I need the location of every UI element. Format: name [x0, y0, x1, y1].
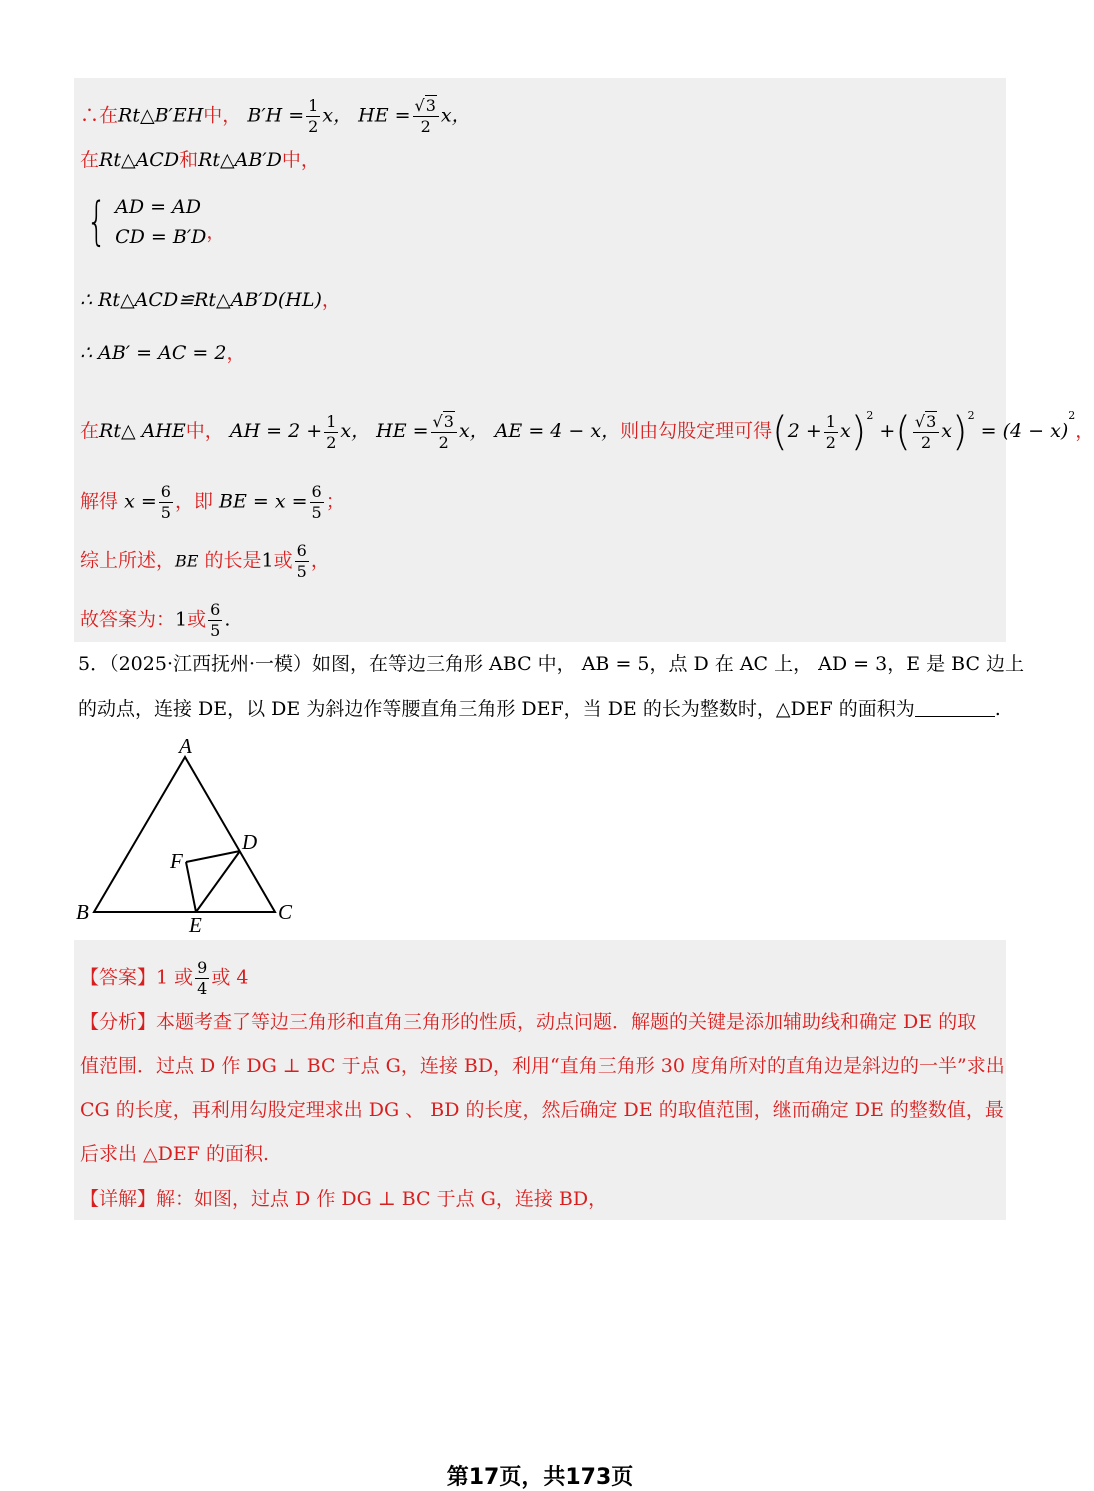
- question-line-2: [78, 697, 1001, 721]
- denominator: 5: [296, 562, 307, 581]
- numerator: 1: [825, 411, 836, 431]
- answer-tag: 【答案】: [80, 966, 157, 989]
- system-brace: [80, 192, 225, 252]
- brace-icon: {: [86, 192, 107, 252]
- analysis-line-2: 值范围．过点 D 作 DG ⊥ BC 于点 G，连接 BD，利用“直角三角形 30 度角所对的直角边是斜边的一半”求出: [80, 1055, 1005, 1077]
- exponent: 2: [1068, 409, 1076, 422]
- solution-line-4: [80, 288, 341, 312]
- text: ∴在: [80, 104, 119, 127]
- math: 1: [175, 608, 188, 631]
- system-rows: [115, 192, 206, 252]
- answer-block: [74, 940, 1006, 1220]
- label-b: B: [76, 900, 89, 924]
- segment-fe: [186, 862, 196, 912]
- paren: ): [850, 409, 867, 455]
- fraction: [159, 482, 173, 523]
- system-row: CD = B′D: [115, 226, 207, 248]
- math: 2 +: [787, 420, 822, 442]
- text: 的动点，连接 DE，以 DE 为斜边作等腰直角三角形 DEF，当 DE 的长为整数时，△DEF 的面积为: [78, 698, 915, 720]
- solution-block: [74, 78, 1094, 642]
- text: ；: [325, 490, 345, 513]
- numerator: 6: [210, 600, 221, 619]
- solution-line-8: [80, 541, 330, 582]
- text: ，: [206, 221, 226, 243]
- text: 本题考查了等边三角形和直角三角形的性质，动点问题．解题的关键是添加辅助线和确定 DE 的取: [156, 1011, 977, 1033]
- text: 中，: [281, 149, 320, 171]
- solution-line-6: [80, 404, 1094, 453]
- fraction: [310, 482, 324, 523]
- solution-line-5: [80, 341, 246, 365]
- text: 解：如图，过点 D 作 DG ⊥ BC 于点 G，连接 BD，: [156, 1188, 608, 1210]
- fraction: [824, 412, 838, 453]
- text: 综上所述，: [80, 549, 176, 572]
- math: x =: [124, 490, 157, 513]
- label-f: F: [170, 849, 183, 873]
- numerator: √3: [413, 96, 439, 117]
- solution-line-1: [80, 96, 471, 137]
- label-e: E: [189, 913, 202, 937]
- fraction: [195, 958, 209, 999]
- math: x，: [322, 104, 353, 127]
- question-line-1: 5．（2025·江西抚州·一模）如图，在等边三角形 ABC 中， AB = 5，点 D 在 AC 上， AD = 3，E 是 BC 边上: [78, 653, 1025, 675]
- numerator: 6: [311, 482, 322, 501]
- system-row: AD = AD: [115, 196, 202, 218]
- text: ，: [310, 549, 330, 572]
- math: Rt△AB′D: [198, 149, 282, 171]
- math: Rt△B′EH: [118, 104, 204, 127]
- fraction: [295, 541, 309, 582]
- math: +: [879, 420, 896, 442]
- math: x: [839, 420, 851, 442]
- denominator: 2: [420, 117, 431, 136]
- math: = (4 − x): [980, 420, 1069, 442]
- numerator: 1: [326, 411, 337, 431]
- fraction: [913, 412, 939, 453]
- analysis-line-1: [80, 1010, 976, 1034]
- text: 的长是: [204, 549, 262, 572]
- denominator: 5: [160, 503, 171, 522]
- page-footer: 第17页，共173页: [446, 1465, 634, 1490]
- equation-system: [80, 192, 225, 252]
- denominator: 2: [438, 432, 449, 452]
- denominator: 2: [920, 432, 932, 452]
- denominator: 5: [311, 503, 322, 522]
- text: 在: [80, 420, 100, 442]
- label-c: C: [278, 900, 293, 924]
- math: x，: [340, 420, 371, 442]
- text: 和: [179, 149, 199, 171]
- math: B′H =: [247, 104, 305, 127]
- segment-df: [186, 851, 240, 862]
- answer-line: [80, 958, 248, 999]
- paren: ): [952, 409, 968, 455]
- fraction: [431, 412, 457, 453]
- numerator: 6: [160, 482, 171, 501]
- math: x，: [458, 420, 489, 442]
- math: BE: [175, 551, 199, 571]
- paren: (: [772, 409, 788, 455]
- numerator: 6: [296, 541, 307, 560]
- math: HE =: [376, 420, 429, 442]
- text: .: [994, 698, 1001, 720]
- text: ，: [1075, 420, 1094, 442]
- solution-line-2: [80, 148, 320, 172]
- math: BE = x =: [219, 490, 308, 513]
- analysis-tag: 【分析】: [80, 1011, 157, 1033]
- math: ∴ AB′ = AC = 2: [80, 342, 227, 364]
- text: 则由勾股定理可得: [620, 420, 773, 442]
- numerator: √3: [913, 412, 939, 433]
- math: Rt△ACD: [99, 149, 180, 171]
- text: ，: [226, 342, 246, 364]
- text: 或: [187, 608, 207, 631]
- text: 或 4: [211, 966, 249, 989]
- text: 解得: [80, 490, 119, 513]
- label-d: D: [242, 830, 258, 854]
- answer-blank: [915, 698, 995, 717]
- exponent: 2: [866, 409, 874, 422]
- math: AE = 4 − x，: [494, 420, 621, 442]
- text: .: [224, 608, 231, 631]
- text: ，: [321, 289, 341, 311]
- math: AH = 2 +: [229, 420, 323, 442]
- triangle-diagram: [74, 735, 314, 940]
- denominator: 4: [197, 979, 208, 998]
- text: 1 或: [156, 966, 194, 989]
- label-a: A: [179, 734, 192, 758]
- fraction: [306, 96, 320, 137]
- radicand: 3: [926, 411, 937, 431]
- fraction: [324, 412, 338, 453]
- numerator: 1: [308, 96, 319, 115]
- text: 在: [80, 149, 100, 171]
- detail-line: [80, 1187, 607, 1211]
- text: ，即: [174, 490, 213, 513]
- text: 中，: [185, 420, 224, 442]
- denominator: 2: [825, 432, 836, 452]
- numerator: 9: [197, 958, 208, 977]
- segment-de: [196, 851, 240, 912]
- math: x，: [440, 104, 471, 127]
- numerator: √3: [431, 412, 457, 433]
- fraction: [208, 600, 222, 641]
- denominator: 5: [210, 621, 221, 640]
- paren: (: [895, 409, 911, 455]
- radicand: 3: [443, 411, 454, 431]
- detail-tag: 【详解】: [80, 1188, 157, 1210]
- math: 1: [261, 549, 274, 572]
- radicand: 3: [425, 96, 436, 115]
- denominator: 2: [308, 117, 319, 136]
- solution-line-9: [80, 600, 230, 641]
- exponent: 2: [967, 409, 975, 422]
- denominator: 2: [326, 432, 337, 452]
- text: 或: [273, 549, 293, 572]
- math: Rt△ AHE: [99, 420, 186, 442]
- fraction: [413, 96, 439, 137]
- math: x: [941, 420, 952, 442]
- solution-line-7: [80, 482, 345, 523]
- analysis-line-3: CG 的长度，再利用勾股定理求出 DG 、 BD 的长度，然后确定 DE 的取值范围，继而确定 DE 的整数值，最: [80, 1099, 1004, 1121]
- text: 中，: [203, 104, 242, 127]
- math: ∴ Rt△ACD≌Rt△AB′D(HL): [80, 289, 322, 311]
- math: HE =: [358, 104, 411, 127]
- analysis-line-4: 后求出 △DEF 的面积.: [80, 1143, 270, 1165]
- text: 故答案为：: [80, 608, 176, 631]
